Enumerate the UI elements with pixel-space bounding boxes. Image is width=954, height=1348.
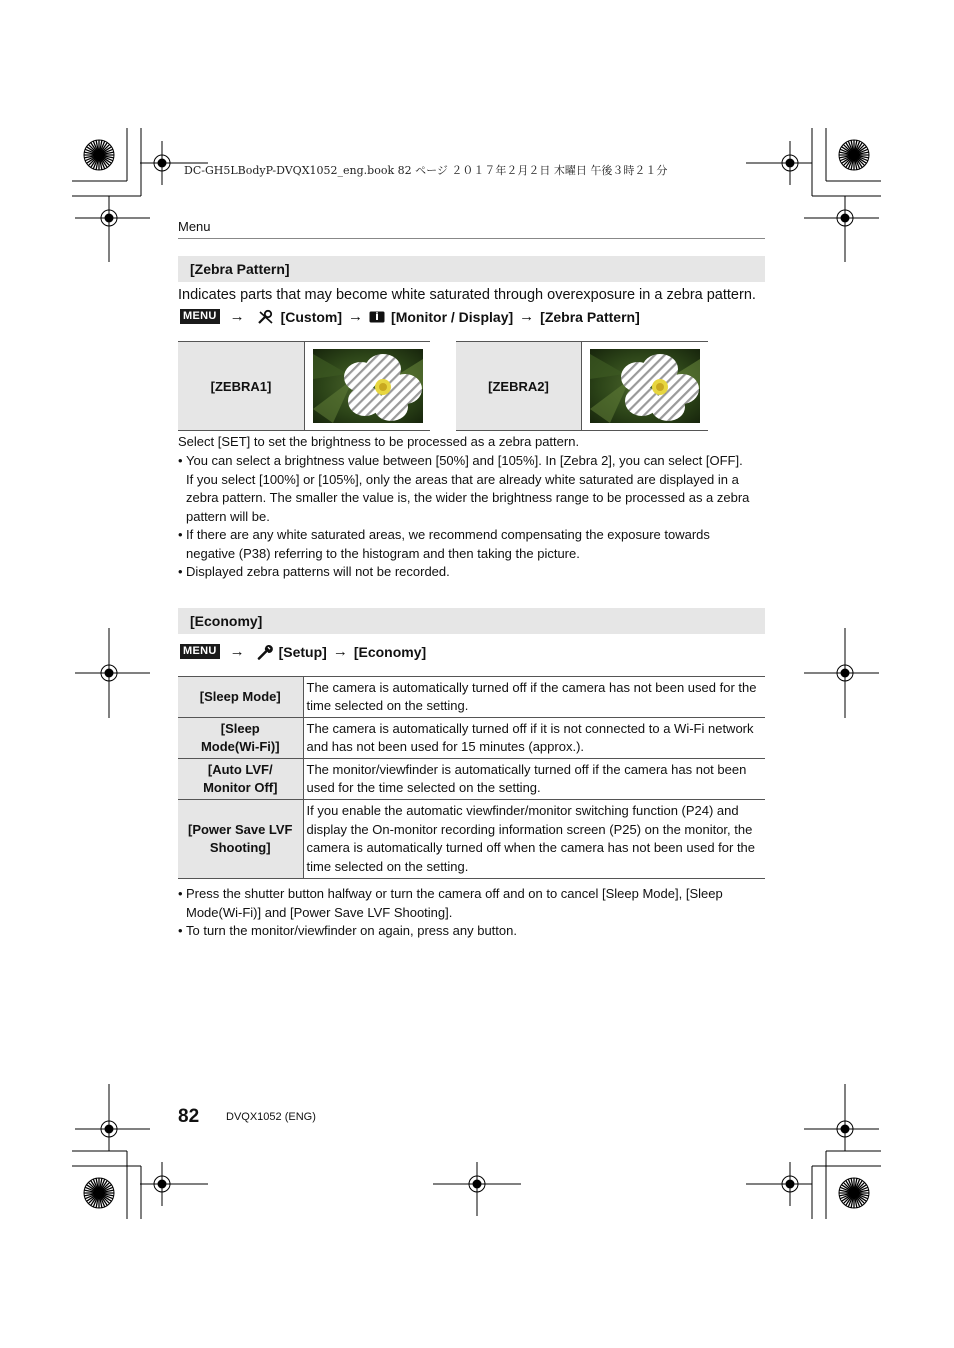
row-value: The camera is automatically turned off if it is not connected to a Wi-Fi network and has not been used for 15 minutes (approx.). — [303, 718, 765, 759]
section-heading-zebra: [Zebra Pattern] — [178, 256, 765, 282]
note-item: • Press the shutter button halfway or turn the camera off and on to cancel [Sleep Mode], [Sleep Mode(Wi-Fi)] and [Power Save LVF Shooting]. — [178, 885, 765, 922]
setup-wrench-icon — [257, 644, 273, 660]
table-row — [178, 677, 765, 718]
zebra2-option — [456, 341, 708, 431]
table-row — [178, 759, 765, 800]
arrow: → — [229, 643, 245, 660]
row-value: If you enable the automatic viewfinder/monitor switching function (P24) and display the On-monitor recording information screen (P25) on the monitor, the camera is automatically turned off when the camera has not been used for the time selected on the setting. — [303, 800, 765, 879]
row-key: [Power Save LVF Shooting] — [178, 800, 303, 879]
zebra-intro: Indicates parts that may become white saturated through overexposure in a zebra pattern. — [178, 287, 756, 303]
path-setup: [Setup] — [278, 643, 327, 660]
zebra1-label: [ZEBRA1] — [178, 342, 305, 430]
flower-zebra1-image — [313, 349, 423, 423]
zebra-menu-path — [180, 308, 640, 325]
row-key: [Sleep Mode] — [178, 677, 303, 718]
zebra-select-text: Select [SET] to set the brightness to be processed as a zebra pattern. — [178, 434, 580, 449]
row-key: [Sleep Mode(Wi-Fi)] — [178, 718, 303, 759]
path-economy: [Economy] — [353, 643, 427, 660]
path-zebra-pattern: [Zebra Pattern] — [540, 308, 640, 325]
economy-notes — [178, 885, 765, 941]
table-row — [178, 718, 765, 759]
note-item: • To turn the monitor/viewfinder on again, press any button. — [178, 922, 765, 941]
menu-button-icon: MENU — [180, 644, 220, 659]
arrow: → — [332, 643, 348, 660]
economy-menu-path — [180, 643, 426, 660]
doc-code: DVQX1052 (ENG) — [226, 1111, 316, 1123]
economy-table — [178, 676, 765, 879]
note-item: • Displayed zebra patterns will not be recorded. — [178, 563, 753, 582]
custom-gear-wrench-icon — [257, 309, 275, 325]
running-header: Menu — [178, 219, 211, 234]
path-custom: [Custom] — [280, 308, 343, 325]
monitor-display-icon — [369, 310, 385, 323]
row-value: The monitor/viewfinder is automatically turned off if the camera has not been used for the time selected on the setting. — [303, 759, 765, 800]
print-header: DC-GH5LBodyP-DVQX1052_eng.book 82 ページ ２０１７年２月２日 木曜日 午後３時２１分 — [184, 164, 668, 177]
menu-button-icon: MENU — [180, 309, 220, 324]
flower-zebra2-image — [590, 349, 700, 423]
header-rule — [178, 238, 765, 239]
arrow: → — [348, 308, 364, 325]
table-row — [178, 800, 765, 879]
note-item: • If there are any white saturated areas, we recommend compensating the exposure towards negative (P38) referring to the histogram and then taking the picture. — [178, 526, 753, 563]
arrow: → — [519, 308, 535, 325]
zebra1-option — [178, 341, 430, 431]
page-number: 82 — [178, 1106, 200, 1127]
section-heading-economy: [Economy] — [178, 608, 765, 634]
path-monitor-display: [Monitor / Display] — [391, 308, 514, 325]
note-item: • You can select a brightness value between [50%] and [105%]. In [Zebra 2], you can select [OFF]. If you select [100%] or [105%], only the areas that are already white saturated are displayed in a zebra pattern. The smaller the value is, the wider the brightness range to be processed as a zebra pattern will be. — [178, 452, 753, 526]
row-key: [Auto LVF/ Monitor Off] — [178, 759, 303, 800]
zebra2-label: [ZEBRA2] — [456, 342, 582, 430]
zebra-notes — [178, 452, 753, 582]
arrow: → — [229, 308, 245, 325]
row-value: The camera is automatically turned off if the camera has not been used for the time selected on the setting. — [303, 677, 765, 718]
